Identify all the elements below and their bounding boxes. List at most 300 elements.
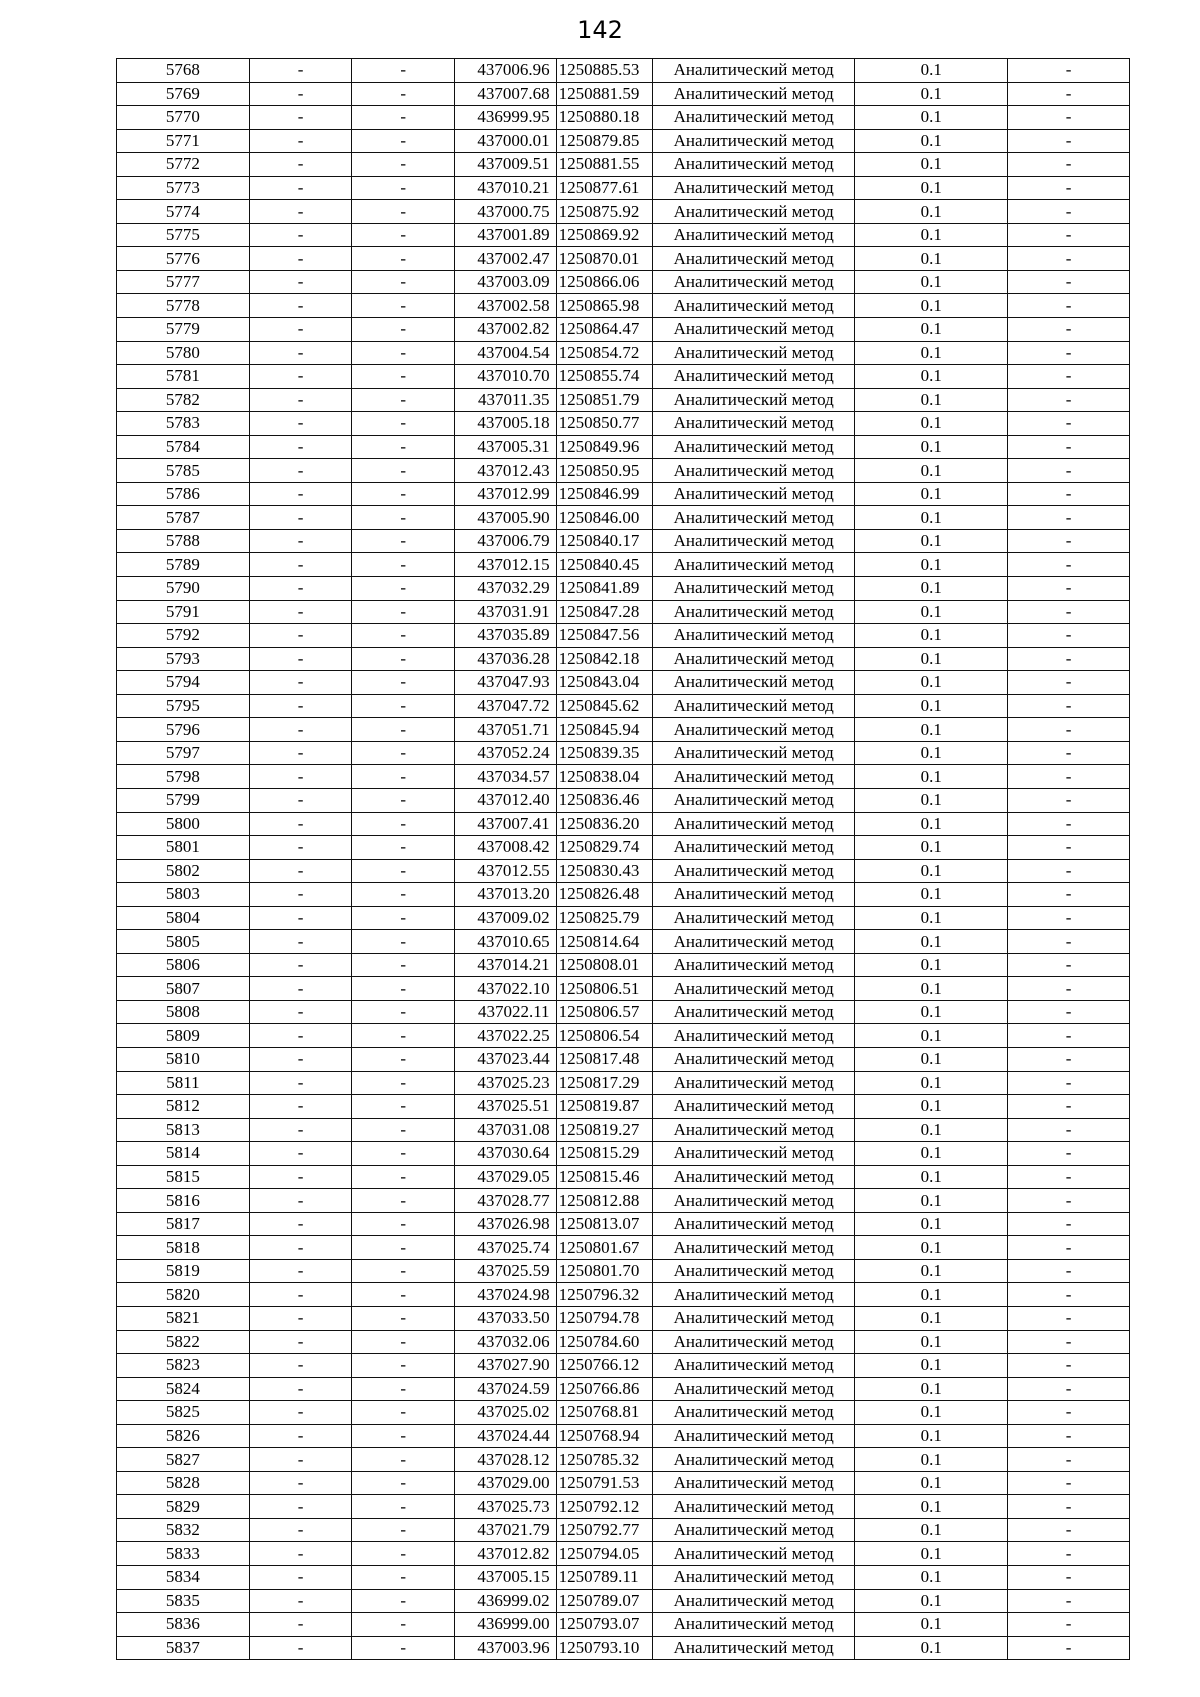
dash-cell: - (352, 200, 455, 224)
accuracy-cell: 0.1 (855, 1236, 1008, 1260)
point-number-cell: 5797 (117, 741, 250, 765)
method-cell: Аналитический метод (653, 529, 855, 553)
point-number-cell: 5814 (117, 1142, 250, 1166)
accuracy-cell: 0.1 (855, 506, 1008, 530)
point-number-cell: 5800 (117, 812, 250, 836)
table-row (117, 694, 1130, 718)
y-coordinate-cell: 1250792.77 (556, 1518, 653, 1542)
table-row (117, 1142, 1130, 1166)
point-number-cell: 5798 (117, 765, 250, 789)
dash-cell: - (249, 223, 352, 247)
point-number-cell: 5822 (117, 1330, 250, 1354)
table-row (117, 1212, 1130, 1236)
point-number-cell: 5786 (117, 482, 250, 506)
y-coordinate-cell: 1250843.04 (556, 671, 653, 695)
dash-cell: - (249, 506, 352, 530)
method-cell: Аналитический метод (653, 1448, 855, 1472)
table-row (117, 600, 1130, 624)
method-cell: Аналитический метод (653, 1613, 855, 1637)
dash-cell: - (1008, 1189, 1130, 1213)
table-row (117, 1024, 1130, 1048)
accuracy-cell: 0.1 (855, 1471, 1008, 1495)
dash-cell: - (352, 624, 455, 648)
dash-cell: - (1008, 647, 1130, 671)
dash-cell: - (352, 247, 455, 271)
table-row (117, 1471, 1130, 1495)
dash-cell: - (249, 930, 352, 954)
method-cell: Аналитический метод (653, 506, 855, 530)
dash-cell: - (352, 153, 455, 177)
accuracy-cell: 0.1 (855, 836, 1008, 860)
table-row (117, 1000, 1130, 1024)
accuracy-cell: 0.1 (855, 200, 1008, 224)
dash-cell: - (352, 435, 455, 459)
x-coordinate-cell: 437036.28 (454, 647, 556, 671)
x-coordinate-cell: 437052.24 (454, 741, 556, 765)
table-row (117, 506, 1130, 530)
dash-cell: - (249, 812, 352, 836)
accuracy-cell: 0.1 (855, 1283, 1008, 1307)
accuracy-cell: 0.1 (855, 953, 1008, 977)
dash-cell: - (1008, 1165, 1130, 1189)
accuracy-cell: 0.1 (855, 1566, 1008, 1590)
x-coordinate-cell: 437012.15 (454, 553, 556, 577)
dash-cell: - (1008, 1354, 1130, 1378)
point-number-cell: 5790 (117, 577, 250, 601)
x-coordinate-cell: 437032.29 (454, 577, 556, 601)
dash-cell: - (1008, 1448, 1130, 1472)
dash-cell: - (249, 671, 352, 695)
point-number-cell: 5824 (117, 1377, 250, 1401)
y-coordinate-cell: 1250829.74 (556, 836, 653, 860)
y-coordinate-cell: 1250768.94 (556, 1424, 653, 1448)
dash-cell: - (249, 176, 352, 200)
dash-cell: - (352, 1354, 455, 1378)
dash-cell: - (352, 106, 455, 130)
point-number-cell: 5772 (117, 153, 250, 177)
y-coordinate-cell: 1250846.99 (556, 482, 653, 506)
dash-cell: - (352, 388, 455, 412)
dash-cell: - (352, 1589, 455, 1613)
table-row (117, 247, 1130, 271)
table-row (117, 129, 1130, 153)
dash-cell: - (1008, 1000, 1130, 1024)
method-cell: Аналитический метод (653, 247, 855, 271)
dash-cell: - (249, 82, 352, 106)
x-coordinate-cell: 437025.73 (454, 1495, 556, 1519)
dash-cell: - (352, 318, 455, 342)
y-coordinate-cell: 1250794.78 (556, 1306, 653, 1330)
accuracy-cell: 0.1 (855, 788, 1008, 812)
accuracy-cell: 0.1 (855, 529, 1008, 553)
method-cell: Аналитический метод (653, 1212, 855, 1236)
dash-cell: - (352, 1448, 455, 1472)
y-coordinate-cell: 1250839.35 (556, 741, 653, 765)
point-number-cell: 5796 (117, 718, 250, 742)
dash-cell: - (352, 506, 455, 530)
dash-cell: - (352, 341, 455, 365)
x-coordinate-cell: 437010.70 (454, 365, 556, 389)
dash-cell: - (352, 741, 455, 765)
dash-cell: - (249, 577, 352, 601)
x-coordinate-cell: 437012.55 (454, 859, 556, 883)
y-coordinate-cell: 1250806.51 (556, 977, 653, 1001)
table-row (117, 836, 1130, 860)
table-row (117, 553, 1130, 577)
dash-cell: - (352, 365, 455, 389)
dash-cell: - (249, 1448, 352, 1472)
x-coordinate-cell: 437029.00 (454, 1471, 556, 1495)
y-coordinate-cell: 1250881.55 (556, 153, 653, 177)
dash-cell: - (352, 859, 455, 883)
y-coordinate-cell: 1250793.10 (556, 1636, 653, 1660)
dash-cell: - (249, 1589, 352, 1613)
table-row (117, 1259, 1130, 1283)
dash-cell: - (249, 1189, 352, 1213)
accuracy-cell: 0.1 (855, 341, 1008, 365)
method-cell: Аналитический метод (653, 624, 855, 648)
dash-cell: - (1008, 718, 1130, 742)
dash-cell: - (352, 412, 455, 436)
y-coordinate-cell: 1250792.12 (556, 1495, 653, 1519)
dash-cell: - (1008, 59, 1130, 83)
x-coordinate-cell: 437009.51 (454, 153, 556, 177)
dash-cell: - (249, 1000, 352, 1024)
x-coordinate-cell: 437005.90 (454, 506, 556, 530)
x-coordinate-cell: 437012.99 (454, 482, 556, 506)
method-cell: Аналитический метод (653, 365, 855, 389)
dash-cell: - (352, 223, 455, 247)
table-row (117, 1071, 1130, 1095)
y-coordinate-cell: 1250836.46 (556, 788, 653, 812)
dash-cell: - (1008, 859, 1130, 883)
accuracy-cell: 0.1 (855, 1024, 1008, 1048)
point-number-cell: 5775 (117, 223, 250, 247)
table-body (117, 59, 1130, 1660)
accuracy-cell: 0.1 (855, 859, 1008, 883)
dash-cell: - (249, 1118, 352, 1142)
table-row (117, 1448, 1130, 1472)
x-coordinate-cell: 437002.47 (454, 247, 556, 271)
accuracy-cell: 0.1 (855, 1354, 1008, 1378)
table-row (117, 1306, 1130, 1330)
y-coordinate-cell: 1250838.04 (556, 765, 653, 789)
method-cell: Аналитический метод (653, 812, 855, 836)
accuracy-cell: 0.1 (855, 176, 1008, 200)
dash-cell: - (1008, 365, 1130, 389)
accuracy-cell: 0.1 (855, 930, 1008, 954)
dash-cell: - (249, 1047, 352, 1071)
point-number-cell: 5781 (117, 365, 250, 389)
method-cell: Аналитический метод (653, 1589, 855, 1613)
table-row (117, 1354, 1130, 1378)
dash-cell: - (352, 459, 455, 483)
dash-cell: - (1008, 1283, 1130, 1307)
dash-cell: - (352, 294, 455, 318)
dash-cell: - (249, 1071, 352, 1095)
table-row (117, 930, 1130, 954)
method-cell: Аналитический метод (653, 953, 855, 977)
dash-cell: - (1008, 1330, 1130, 1354)
point-number-cell: 5788 (117, 529, 250, 553)
table-row (117, 1377, 1130, 1401)
method-cell: Аналитический метод (653, 1071, 855, 1095)
dash-cell: - (352, 1095, 455, 1119)
accuracy-cell: 0.1 (855, 694, 1008, 718)
accuracy-cell: 0.1 (855, 741, 1008, 765)
y-coordinate-cell: 1250845.94 (556, 718, 653, 742)
method-cell: Аналитический метод (653, 1118, 855, 1142)
dash-cell: - (1008, 1095, 1130, 1119)
dash-cell: - (249, 200, 352, 224)
accuracy-cell: 0.1 (855, 1071, 1008, 1095)
dash-cell: - (249, 1613, 352, 1637)
dash-cell: - (352, 694, 455, 718)
dash-cell: - (249, 1330, 352, 1354)
table-row (117, 388, 1130, 412)
dash-cell: - (249, 765, 352, 789)
x-coordinate-cell: 437051.71 (454, 718, 556, 742)
accuracy-cell: 0.1 (855, 1000, 1008, 1024)
y-coordinate-cell: 1250793.07 (556, 1613, 653, 1637)
table-row (117, 1095, 1130, 1119)
dash-cell: - (249, 1566, 352, 1590)
x-coordinate-cell: 437030.64 (454, 1142, 556, 1166)
dash-cell: - (1008, 741, 1130, 765)
dash-cell: - (1008, 1142, 1130, 1166)
x-coordinate-cell: 437005.31 (454, 435, 556, 459)
dash-cell: - (352, 1212, 455, 1236)
y-coordinate-cell: 1250785.32 (556, 1448, 653, 1472)
dash-cell: - (249, 859, 352, 883)
table-row (117, 1236, 1130, 1260)
accuracy-cell: 0.1 (855, 129, 1008, 153)
y-coordinate-cell: 1250846.00 (556, 506, 653, 530)
dash-cell: - (249, 694, 352, 718)
x-coordinate-cell: 437047.72 (454, 694, 556, 718)
method-cell: Аналитический метод (653, 1165, 855, 1189)
table-row (117, 82, 1130, 106)
dash-cell: - (352, 59, 455, 83)
x-coordinate-cell: 437031.91 (454, 600, 556, 624)
table-row (117, 223, 1130, 247)
dash-cell: - (249, 388, 352, 412)
y-coordinate-cell: 1250815.29 (556, 1142, 653, 1166)
method-cell: Аналитический метод (653, 836, 855, 860)
table-row (117, 812, 1130, 836)
table-row (117, 1518, 1130, 1542)
table-row (117, 671, 1130, 695)
dash-cell: - (1008, 318, 1130, 342)
point-number-cell: 5799 (117, 788, 250, 812)
y-coordinate-cell: 1250847.56 (556, 624, 653, 648)
accuracy-cell: 0.1 (855, 624, 1008, 648)
dash-cell: - (352, 1401, 455, 1425)
dash-cell: - (1008, 836, 1130, 860)
method-cell: Аналитический метод (653, 412, 855, 436)
point-number-cell: 5829 (117, 1495, 250, 1519)
accuracy-cell: 0.1 (855, 1142, 1008, 1166)
method-cell: Аналитический метод (653, 930, 855, 954)
method-cell: Аналитический метод (653, 1401, 855, 1425)
method-cell: Аналитический метод (653, 977, 855, 1001)
point-number-cell: 5819 (117, 1259, 250, 1283)
dash-cell: - (249, 1024, 352, 1048)
dash-cell: - (249, 318, 352, 342)
accuracy-cell: 0.1 (855, 459, 1008, 483)
dash-cell: - (249, 1377, 352, 1401)
x-coordinate-cell: 437022.25 (454, 1024, 556, 1048)
dash-cell: - (249, 247, 352, 271)
dash-cell: - (352, 836, 455, 860)
y-coordinate-cell: 1250789.11 (556, 1566, 653, 1590)
dash-cell: - (1008, 459, 1130, 483)
method-cell: Аналитический метод (653, 1024, 855, 1048)
accuracy-cell: 0.1 (855, 1636, 1008, 1660)
accuracy-cell: 0.1 (855, 1495, 1008, 1519)
dash-cell: - (249, 647, 352, 671)
dash-cell: - (249, 529, 352, 553)
method-cell: Аналитический метод (653, 553, 855, 577)
point-number-cell: 5823 (117, 1354, 250, 1378)
table-row (117, 788, 1130, 812)
dash-cell: - (1008, 953, 1130, 977)
table-row (117, 1330, 1130, 1354)
dash-cell: - (352, 1636, 455, 1660)
point-number-cell: 5809 (117, 1024, 250, 1048)
method-cell: Аналитический метод (653, 1377, 855, 1401)
y-coordinate-cell: 1250840.45 (556, 553, 653, 577)
method-cell: Аналитический метод (653, 788, 855, 812)
x-coordinate-cell: 437021.79 (454, 1518, 556, 1542)
dash-cell: - (249, 906, 352, 930)
dash-cell: - (249, 153, 352, 177)
y-coordinate-cell: 1250866.06 (556, 270, 653, 294)
table-row (117, 741, 1130, 765)
dash-cell: - (1008, 1401, 1130, 1425)
dash-cell: - (352, 482, 455, 506)
x-coordinate-cell: 437047.93 (454, 671, 556, 695)
table-row (117, 977, 1130, 1001)
y-coordinate-cell: 1250877.61 (556, 176, 653, 200)
table-row (117, 1636, 1130, 1660)
dash-cell: - (352, 1118, 455, 1142)
accuracy-cell: 0.1 (855, 553, 1008, 577)
point-number-cell: 5780 (117, 341, 250, 365)
point-number-cell: 5778 (117, 294, 250, 318)
dash-cell: - (352, 1236, 455, 1260)
dash-cell: - (249, 1354, 352, 1378)
x-coordinate-cell: 437006.96 (454, 59, 556, 83)
accuracy-cell: 0.1 (855, 718, 1008, 742)
dash-cell: - (249, 836, 352, 860)
table-row (117, 482, 1130, 506)
accuracy-cell: 0.1 (855, 365, 1008, 389)
accuracy-cell: 0.1 (855, 1518, 1008, 1542)
point-number-cell: 5779 (117, 318, 250, 342)
table-row (117, 718, 1130, 742)
point-number-cell: 5834 (117, 1566, 250, 1590)
dash-cell: - (1008, 1471, 1130, 1495)
dash-cell: - (352, 577, 455, 601)
y-coordinate-cell: 1250801.70 (556, 1259, 653, 1283)
y-coordinate-cell: 1250766.86 (556, 1377, 653, 1401)
y-coordinate-cell: 1250885.53 (556, 59, 653, 83)
dash-cell: - (352, 1377, 455, 1401)
x-coordinate-cell: 437023.44 (454, 1047, 556, 1071)
dash-cell: - (1008, 883, 1130, 907)
method-cell: Аналитический метод (653, 1306, 855, 1330)
dash-cell: - (249, 883, 352, 907)
y-coordinate-cell: 1250880.18 (556, 106, 653, 130)
accuracy-cell: 0.1 (855, 388, 1008, 412)
y-coordinate-cell: 1250801.67 (556, 1236, 653, 1260)
y-coordinate-cell: 1250817.29 (556, 1071, 653, 1095)
dash-cell: - (352, 1165, 455, 1189)
y-coordinate-cell: 1250865.98 (556, 294, 653, 318)
dash-cell: - (249, 788, 352, 812)
x-coordinate-cell: 437002.82 (454, 318, 556, 342)
x-coordinate-cell: 437010.65 (454, 930, 556, 954)
y-coordinate-cell: 1250819.87 (556, 1095, 653, 1119)
x-coordinate-cell: 437035.89 (454, 624, 556, 648)
accuracy-cell: 0.1 (855, 977, 1008, 1001)
dash-cell: - (249, 1636, 352, 1660)
point-number-cell: 5768 (117, 59, 250, 83)
table-row (117, 341, 1130, 365)
point-number-cell: 5812 (117, 1095, 250, 1119)
point-number-cell: 5769 (117, 82, 250, 106)
point-number-cell: 5818 (117, 1236, 250, 1260)
dash-cell: - (352, 1071, 455, 1095)
accuracy-cell: 0.1 (855, 1377, 1008, 1401)
y-coordinate-cell: 1250796.32 (556, 1283, 653, 1307)
dash-cell: - (1008, 930, 1130, 954)
dash-cell: - (249, 624, 352, 648)
dash-cell: - (352, 906, 455, 930)
accuracy-cell: 0.1 (855, 223, 1008, 247)
table-row (117, 153, 1130, 177)
accuracy-cell: 0.1 (855, 1306, 1008, 1330)
point-number-cell: 5833 (117, 1542, 250, 1566)
dash-cell: - (1008, 129, 1130, 153)
point-number-cell: 5816 (117, 1189, 250, 1213)
table-row (117, 1613, 1130, 1637)
dash-cell: - (1008, 765, 1130, 789)
dash-cell: - (352, 1000, 455, 1024)
table-row (117, 624, 1130, 648)
dash-cell: - (352, 1495, 455, 1519)
accuracy-cell: 0.1 (855, 1259, 1008, 1283)
dash-cell: - (1008, 788, 1130, 812)
dash-cell: - (352, 812, 455, 836)
y-coordinate-cell: 1250766.12 (556, 1354, 653, 1378)
dash-cell: - (249, 129, 352, 153)
dash-cell: - (249, 106, 352, 130)
accuracy-cell: 0.1 (855, 294, 1008, 318)
dash-cell: - (249, 1212, 352, 1236)
table-row (117, 176, 1130, 200)
point-number-cell: 5806 (117, 953, 250, 977)
accuracy-cell: 0.1 (855, 1424, 1008, 1448)
point-number-cell: 5794 (117, 671, 250, 695)
y-coordinate-cell: 1250789.07 (556, 1589, 653, 1613)
dash-cell: - (1008, 671, 1130, 695)
y-coordinate-cell: 1250830.43 (556, 859, 653, 883)
dash-cell: - (352, 647, 455, 671)
table-row (117, 765, 1130, 789)
x-coordinate-cell: 437012.43 (454, 459, 556, 483)
